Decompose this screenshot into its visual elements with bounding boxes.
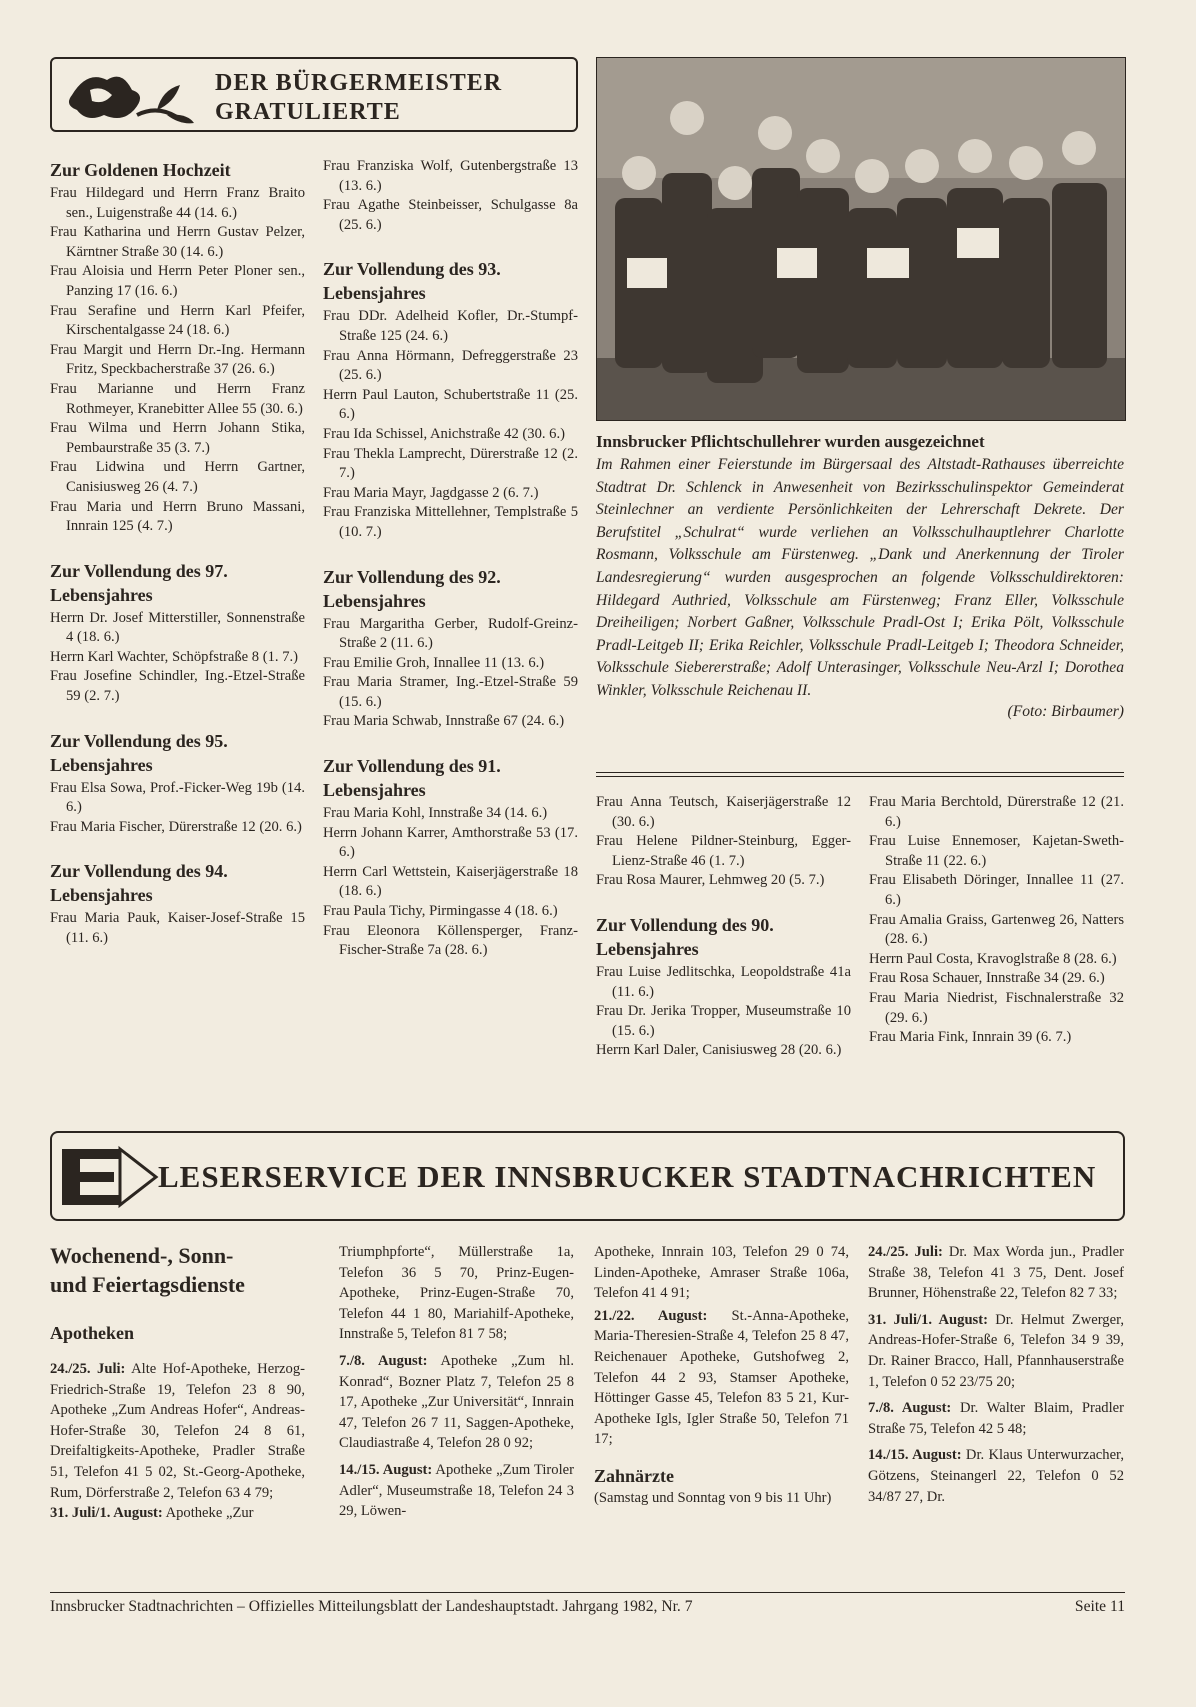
- list-item: Frau Maria und Herrn Bruno Massani, Innrain 125 (4. 7.): [50, 498, 305, 535]
- zahnaerzte-heading: Zahnärzte: [594, 1465, 674, 1486]
- list-item: Frau Helene Pildner-Steinburg, Egger-Lienz-Straße 46 (1. 7.): [596, 833, 851, 869]
- section-heading: Zur Goldenen Hochzeit: [50, 160, 231, 180]
- list-item: Frau Maria Stramer, Ing.-Etzel-Straße 59 (15. 6.): [323, 674, 578, 710]
- divider: [596, 772, 1124, 773]
- group-photo-illustration: [597, 58, 1125, 420]
- header-box: [50, 57, 578, 132]
- bottom-column-4: [868, 1242, 1124, 1507]
- list-item: Herrn Dr. Josef Mitterstiller, Sonnenstraße 4 (18. 6.): [50, 609, 305, 646]
- caption-text: Im Rahmen einer Feierstunde im Bürgersaal des Altstadt-Rathauses überreichte Stadtrat Dr. Schlenck in Anwesenheit von Bezirksschulinspektor Gemeinderat Steinlechner an verdiente Persönlichkeiten der Lehrerschaft Dekrete. Der Berufstitel „Schulrat“ wurde verliehen an Volksschulhauptlehrer Charlotte Rosmann, Volksschule am Fürstenweg. „Dank und Anerkennung der Tiroler Landesregierung“ wurden ausgesprochen an folgende Volksschuldirektoren: Hildegard Authried, Volksschule am Fürstenweg; Franz Eller, Volksschule Dreiheiligen; Norbert Gaßner, Volksschule Pradl-Ost I; Erika Pölt, Volksschule Pradl-Leitgeb II; Erika Reichler, Volksschule Pradl-Leitgeb I; Theodora Schneider, Volksschule Siebererstraße; Adolf Unterasinger, Volksschule Neu-Arzl I; Dorothea Winkler, Volksschule Reichenau II.: [596, 456, 1124, 699]
- list-item: Frau Paula Tichy, Pirmingasse 4 (18. 6.): [323, 903, 558, 920]
- list-item: Frau Luise Jedlitschka, Leopoldstraße 41a (11. 6.): [596, 963, 851, 1000]
- column-1: [50, 158, 305, 949]
- list-item: Frau Maria Kohl, Innstraße 34 (14. 6.): [323, 805, 548, 822]
- list-item: Frau Eleonora Köllensperger, Franz-Fischer-Straße 7a (28. 6.): [323, 922, 578, 959]
- group-photo: [596, 57, 1126, 421]
- list-item: Frau Ida Schissel, Anichstraße 42 (30. 6.): [323, 425, 565, 442]
- photo-caption: [596, 430, 1124, 721]
- list-item: Frau Elsa Sowa, Prof.-Ficker-Weg 19b (14. 6.): [50, 779, 305, 816]
- footer-publication: Innsbrucker Stadtnachrichten – Offizielles Mitteilungsblatt der Landeshauptstadt. Jahrgang 1982, Nr. 7: [50, 1598, 693, 1615]
- list-item: Frau Agathe Steinbeisser, Schulgasse 8a (25. 6.): [323, 197, 578, 233]
- list-item: 14./15. August: Dr. Klaus Unterwurzacher, Götzens, Steinangerl 22, Telefon 0 52 34/87 27, Dr.: [868, 1447, 1124, 1505]
- list-item: Frau Maria Niedrist, Fischnalerstraße 32 (29. 6.): [869, 989, 1124, 1026]
- section-heading: Zur Vollendung des 93. Lebensjahres: [323, 259, 501, 304]
- list-item: Frau Maria Schwab, Innstraße 67 (24. 6.): [323, 713, 565, 730]
- arrow-emblem-icon: [60, 1145, 160, 1209]
- section-heading: Zur Vollendung des 95. Lebensjahres: [50, 730, 228, 775]
- list-item: 21./22. August: St.-Anna-Apotheke, Maria-Theresien-Straße 4, Telefon 25 8 47, Reichenauer Apotheke, Gutshofweg 2, Telefon 44 2 93, Stamser Apotheke, Höttinger Gasse 45, Telefon 83 5 21, Kur-Apotheke Igls, Igler Straße 50, Telefon 71 17;: [594, 1307, 849, 1448]
- list-item: Frau Katharina und Herrn Gustav Pelzer, Kärntner Straße 30 (14. 6.): [50, 224, 305, 260]
- page-footer: [50, 1592, 1125, 1617]
- list-item: Frau Aloisia und Herrn Peter Ploner sen., Panzing 17 (16. 6.): [50, 263, 305, 299]
- column-3: [596, 793, 851, 1061]
- list-item: Herrn Paul Lauton, Schubertstraße 11 (25. 6.): [323, 386, 578, 423]
- list-item: Frau Serafine und Herrn Karl Pfeifer, Kirschentalgasse 24 (18. 6.): [50, 302, 305, 339]
- list-item: Frau Rosa Maurer, Lehmweg 20 (5. 7.): [596, 872, 825, 889]
- list-item: Triumphpforte“, Müllerstraße 1a, Telefon 36 5 70, Prinz-Eugen-Apotheke, Prinz-Eugen-Straße 70, Telefon 44 1 80, Mariahilf-Apotheke, Innstraße 5, Telefon 81 7 58;: [339, 1244, 574, 1343]
- list-item: 24./25. Juli: Alte Hof-Apotheke, Herzog-Friedrich-Straße 19, Telefon 23 8 90, Apotheke „Zum Andreas Hofer“, Andreas-Hofer-Straße 30, Telefon 24 8 61, Dreifaltigkeits-Apotheke, Pradler Straße 51, Telefon 41 5 02, St.-Georg-Apotheke, Rum, Dörferstraße 2, Telefon 63 4 79;: [50, 1361, 305, 1501]
- list-item: Apotheke, Innrain 103, Telefon 29 0 74, Linden-Apotheke, Amraser Straße 106a, Telefon 41 4 91;: [594, 1244, 849, 1302]
- services-heading: Wochenend-, Sonn- und Feiertagsdienste: [50, 1243, 245, 1297]
- leserservice-banner: [50, 1131, 1125, 1221]
- list-item: Frau DDr. Adelheid Kofler, Dr.-Stumpf-Straße 125 (24. 6.): [323, 308, 578, 344]
- header-title: DER BÜRGERMEISTER GRATULIERTE: [215, 70, 503, 125]
- list-item: Frau Anna Hörmann, Defreggerstraße 23 (25. 6.): [323, 347, 578, 384]
- flower-emblem-icon: [62, 65, 202, 125]
- zahnaerzte-note: (Samstag und Sonntag von 9 bis 11 Uhr): [594, 1489, 832, 1506]
- list-item: Frau Maria Mayr, Jagdgasse 2 (6. 7.): [323, 484, 539, 501]
- list-item: Frau Dr. Jerika Tropper, Museumstraße 10 (15. 6.): [596, 1003, 851, 1039]
- list-item: 7./8. August: Dr. Walter Blaim, Pradler Straße 75, Telefon 42 5 48;: [868, 1400, 1124, 1437]
- list-item: Frau Margaritha Gerber, Rudolf-Greinz-Straße 2 (11. 6.): [323, 615, 578, 652]
- caption-heading: Innsbrucker Pflichtschullehrer wurden ausgezeichnet: [596, 432, 985, 451]
- list-item: Frau Margit und Herrn Dr.-Ing. Hermann Fritz, Speckbacherstraße 37 (26. 6.): [50, 341, 305, 378]
- list-item: Herrn Paul Costa, Kravoglstraße 8 (28. 6.): [869, 950, 1117, 967]
- section-heading: Zur Vollendung des 91. Lebensjahres: [323, 756, 501, 801]
- list-item: Frau Maria Berchtold, Dürerstraße 12 (21. 6.): [869, 794, 1124, 830]
- column-2: [323, 157, 578, 961]
- page-number: Seite 11: [1074, 1598, 1125, 1615]
- list-item: Frau Maria Pauk, Kaiser-Josef-Straße 15 (11. 6.): [50, 910, 305, 947]
- list-item: Frau Lidwina und Herrn Gartner, Canisiusweg 26 (4. 7.): [50, 459, 305, 495]
- list-item: Frau Maria Fink, Innrain 39 (6. 7.): [869, 1029, 1072, 1046]
- list-item: Frau Franziska Wolf, Gutenbergstraße 13 (13. 6.): [323, 158, 578, 194]
- bottom-column-3: [594, 1242, 849, 1509]
- bottom-column-1: [50, 1241, 305, 1524]
- list-item: Herrn Johann Karrer, Amthorstraße 53 (17. 6.): [323, 824, 578, 861]
- list-item: Herrn Carl Wettstein, Kaiserjägerstraße 18 (18. 6.): [323, 863, 578, 900]
- list-item: Frau Thekla Lamprecht, Dürerstraße 12 (2. 7.): [323, 445, 578, 482]
- section-heading: Zur Vollendung des 90. Lebensjahres: [596, 914, 774, 959]
- section-heading: Zur Vollendung des 97. Lebensjahres: [50, 560, 228, 605]
- list-item: Frau Rosa Schauer, Innstraße 34 (29. 6.): [869, 970, 1105, 987]
- divider: [596, 776, 1124, 777]
- list-item: Herrn Karl Wachter, Schöpfstraße 8 (1. 7.): [50, 648, 299, 665]
- list-item: Frau Josefine Schindler, Ing.-Etzel-Straße 59 (2. 7.): [50, 668, 305, 705]
- list-item: 7./8. August: Apotheke „Zum hl. Konrad“, Bozner Platz 7, Telefon 25 8 17, Apotheke „Zur Universität“, Innrain 47, Telefon 26 7 11, Saggen-Apotheke, Claudiastraße 4, Telefon 28 0 92;: [339, 1352, 574, 1452]
- section-heading: Zur Vollendung des 92. Lebensjahres: [323, 566, 501, 611]
- list-item: Frau Franziska Mittellehner, Templstraße 5 (10. 7.): [323, 504, 578, 540]
- list-item: 31. Juli/1. August: Dr. Helmut Zwerger, Andreas-Hofer-Straße 6, Telefon 34 9 39, Dr. Rainer Bracco, Hall, Pfannhauserstraße 1, Telefon 0 52 23/75 20;: [868, 1311, 1125, 1390]
- list-item: 31. Juli/1. August: Apotheke „Zur: [50, 1505, 254, 1522]
- list-item: 24./25. Juli: Dr. Max Worda jun., Pradler Straße 38, Telefon 41 3 75, Dent. Josef Brunner, Höhenstraße 22, Telefon 82 7 33;: [868, 1244, 1124, 1302]
- list-item: Frau Emilie Groh, Innallee 11 (13. 6.): [323, 654, 545, 671]
- list-item: Frau Marianne und Herrn Franz Rothmeyer, Kranebitter Allee 55 (30. 6.): [50, 380, 305, 417]
- list-item: Frau Elisabeth Döringer, Innallee 11 (27. 6.): [869, 872, 1124, 908]
- apotheken-heading: Apotheken: [50, 1323, 135, 1343]
- photo-credit: (Foto: Birbaumer): [1007, 702, 1124, 720]
- section-heading: Zur Vollendung des 94. Lebensjahres: [50, 861, 228, 906]
- list-item: Frau Anna Teutsch, Kaiserjägerstraße 12 (30. 6.): [596, 794, 851, 830]
- list-item: Frau Wilma und Herrn Johann Stika, Pembaurstraße 35 (3. 7.): [50, 420, 305, 456]
- list-item: Frau Luise Ennemoser, Kajetan-Sweth-Straße 11 (22. 6.): [869, 833, 1124, 869]
- list-item: Frau Hildegard und Herrn Franz Braito sen., Luigenstraße 44 (14. 6.): [50, 185, 305, 221]
- column-4: [869, 793, 1124, 1048]
- list-item: 14./15. August: Apotheke „Zum Tiroler Adler“, Museumstraße 18, Telefon 24 3 29, Löwen-: [339, 1461, 574, 1520]
- list-item: Herrn Karl Daler, Canisiusweg 28 (20. 6.): [596, 1042, 842, 1059]
- list-item: Frau Amalia Graiss, Gartenweg 26, Natters (28. 6.): [869, 911, 1124, 948]
- list-item: Frau Maria Fischer, Dürerstraße 12 (20. 6.): [50, 818, 302, 835]
- bottom-column-2: [339, 1242, 574, 1522]
- leserservice-title: LESERSERVICE DER INNSBRUCKER STADTNACHRICHTEN: [158, 1159, 1097, 1194]
